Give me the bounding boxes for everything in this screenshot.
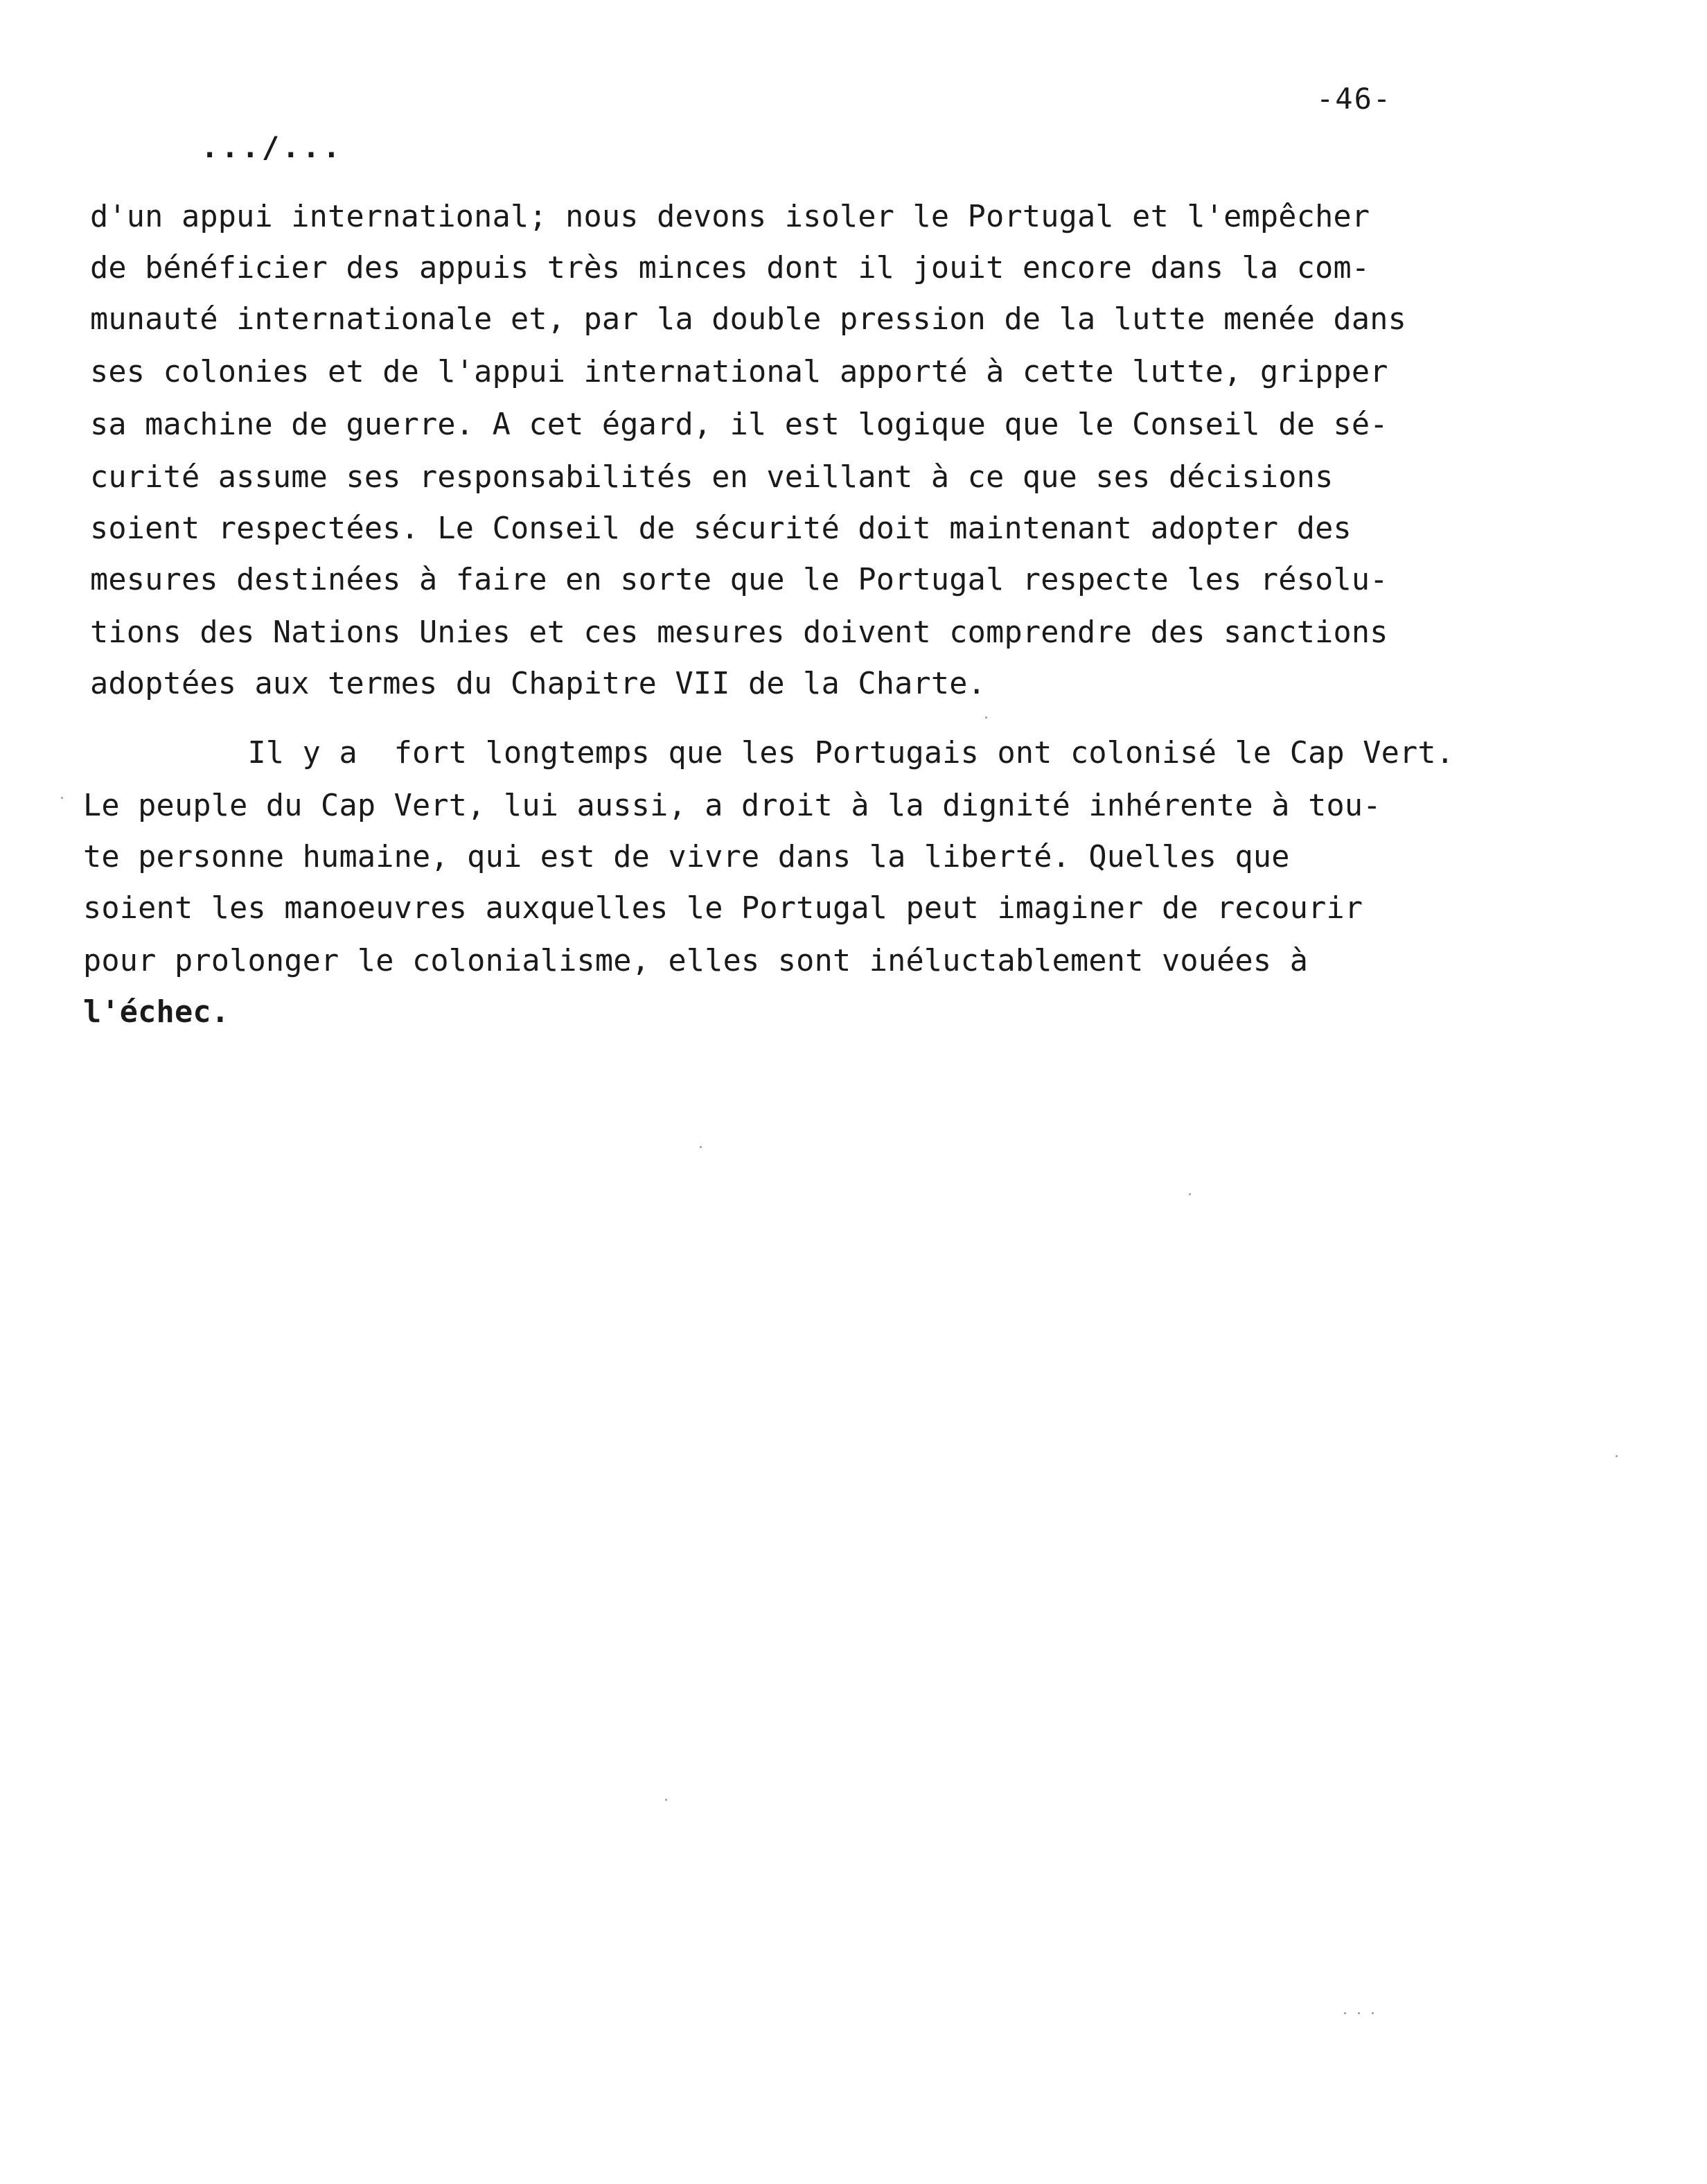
scan-speck <box>1358 2012 1360 2014</box>
text-line: mesures destinées à faire en sorte que le Portugal respecte les résolu- <box>90 563 1388 597</box>
text-line: munauté internationale et, par la double pression de la lutte menée dans <box>90 302 1407 337</box>
scan-speck <box>1344 2012 1346 2014</box>
scan-speck <box>700 1146 702 1148</box>
text-line: de bénéficier des appuis très minces dont il jouit encore dans la com- <box>90 251 1370 285</box>
text-line: d'un appui international; nous devons isoler le Portugal et l'empêcher <box>90 200 1370 234</box>
text-line: sa machine de guerre. A cet égard, il est logique que le Conseil de sé- <box>90 407 1388 442</box>
continuation-mark: .../... <box>201 130 344 164</box>
text-line: adoptées aux termes du Chapitre VII de la Charte. <box>90 667 987 701</box>
scan-speck <box>1189 1193 1191 1195</box>
text-line: pour prolonger le colonialisme, elles sont inéluctablement vouées à <box>83 944 1309 978</box>
text-line: curité assume ses responsabilités en veillant à ce que ses décisions <box>90 460 1334 495</box>
text-line: te personne humaine, qui est de vivre dans la liberté. Quelles que <box>83 840 1290 874</box>
text-line: l'échec. <box>83 995 230 1030</box>
text-line: soient les manoeuvres auxquelles le Portugal peut imaginer de recourir <box>83 891 1363 926</box>
scan-speck <box>1372 2012 1374 2014</box>
scan-speck <box>61 797 63 799</box>
text-line: Il y a fort longtemps que les Portugais ont colonisé le Cap Vert. <box>83 736 1455 770</box>
text-line: Le peuple du Cap Vert, lui aussi, a droit à la dignité inhérente à tou- <box>83 789 1381 823</box>
text-line: ses colonies et de l'appui international apporté à cette lutte, gripper <box>90 355 1388 389</box>
page-number: -46- <box>1316 82 1392 116</box>
scan-speck <box>665 1799 667 1801</box>
scan-speck <box>985 716 987 719</box>
scan-speck <box>1616 1455 1618 1457</box>
text-line: soient respectées. Le Conseil de sécurité doit maintenant adopter des <box>90 511 1352 546</box>
text-line: tions des Nations Unies et ces mesures doivent comprendre des sanctions <box>90 615 1388 650</box>
